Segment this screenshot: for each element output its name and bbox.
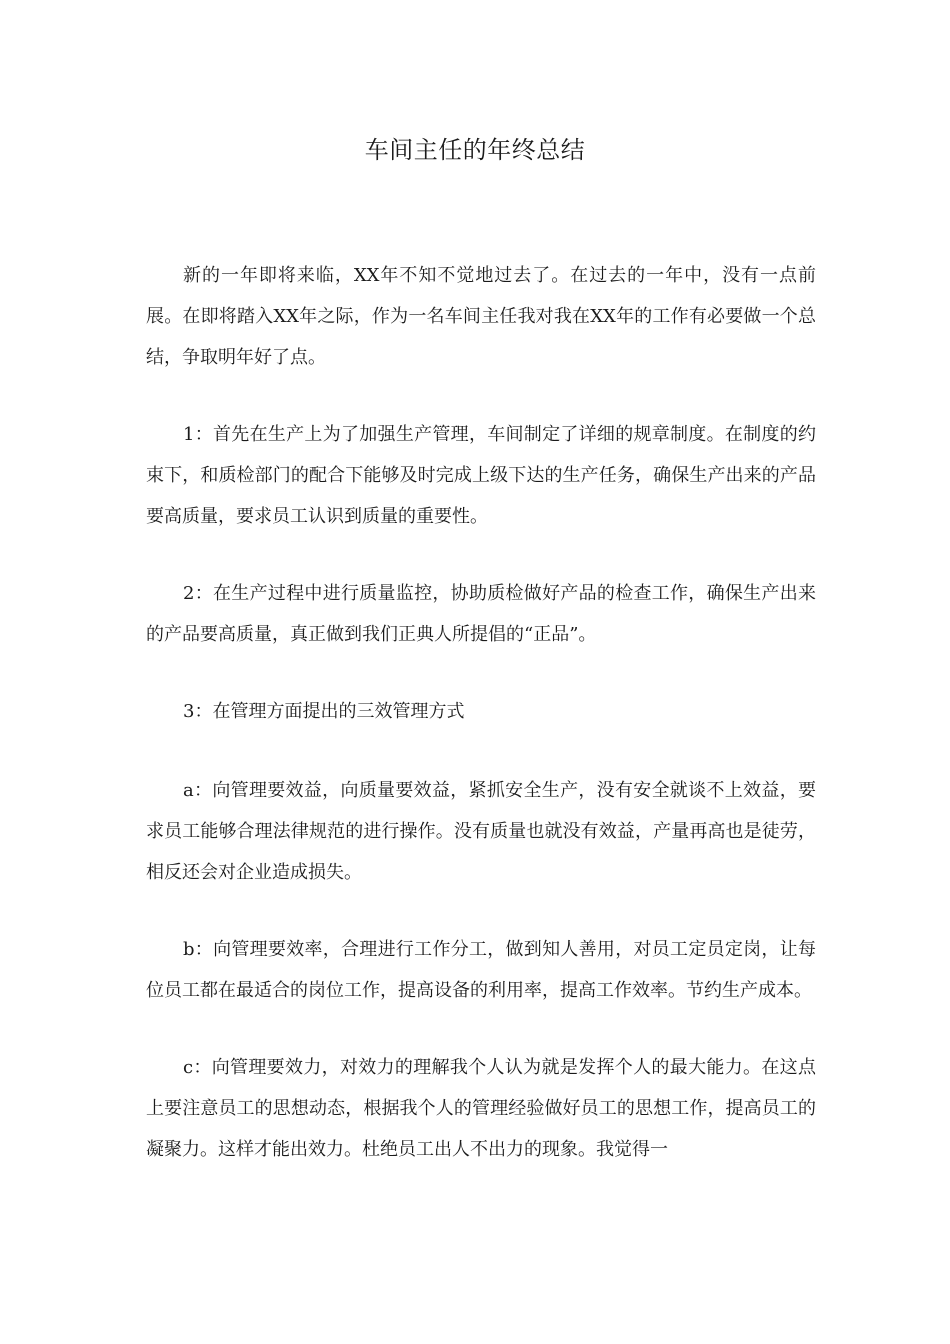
paragraph-item-1: 1：首先在生产上为了加强生产管理，车间制定了详细的规章制度。在制度的约束下，和质检部门的配合下能够及时完成上级下达的生产任务，确保生产出来的产品要高质量，要求员工认识到质量的重要性。: [146, 424, 816, 527]
document-body: [146, 255, 816, 1206]
paragraph-item-3: 3：在管理方面提出的三效管理方式: [183, 701, 465, 722]
document-title: 车间主任的年终总结: [364, 136, 586, 164]
paragraph-intro: 新的一年即将来临，XX年不知不觉地过去了。在过去的一年中，没有一点前展。在即将踏入XX年之际，作为一名车间主任我对我在XX年的工作有必要做一个总结，争取明年好了点。: [146, 265, 816, 368]
paragraph-item-2: 2：在生产过程中进行质量监控，协助质检做好产品的检查工作，确保生产出来的产品要高质量，真正做到我们正典人所提倡的“正品”。: [146, 583, 816, 645]
paragraph-item-c: c：向管理要效力，对效力的理解我个人认为就是发挥个人的最大能力。在这点上要注意员工的思想动态，根据我个人的管理经验做好员工的思想工作，提高员工的凝聚力。这样才能出效力。杜绝员工出人不出力的现象。我觉得一: [146, 1057, 816, 1160]
paragraph-item-a: a：向管理要效益，向质量要效益，紧抓安全生产，没有安全就谈不上效益，要求员工能够合理法律规范的进行操作。没有质量也就没有效益，产量再高也是徒劳，相反还会对企业造成损失。: [146, 780, 816, 883]
paragraph-item-b: b：向管理要效率，合理进行工作分工，做到知人善用，对员工定员定岗，让每位员工都在最适合的岗位工作，提高设备的利用率，提高工作效率。节约生产成本。: [146, 939, 816, 1001]
